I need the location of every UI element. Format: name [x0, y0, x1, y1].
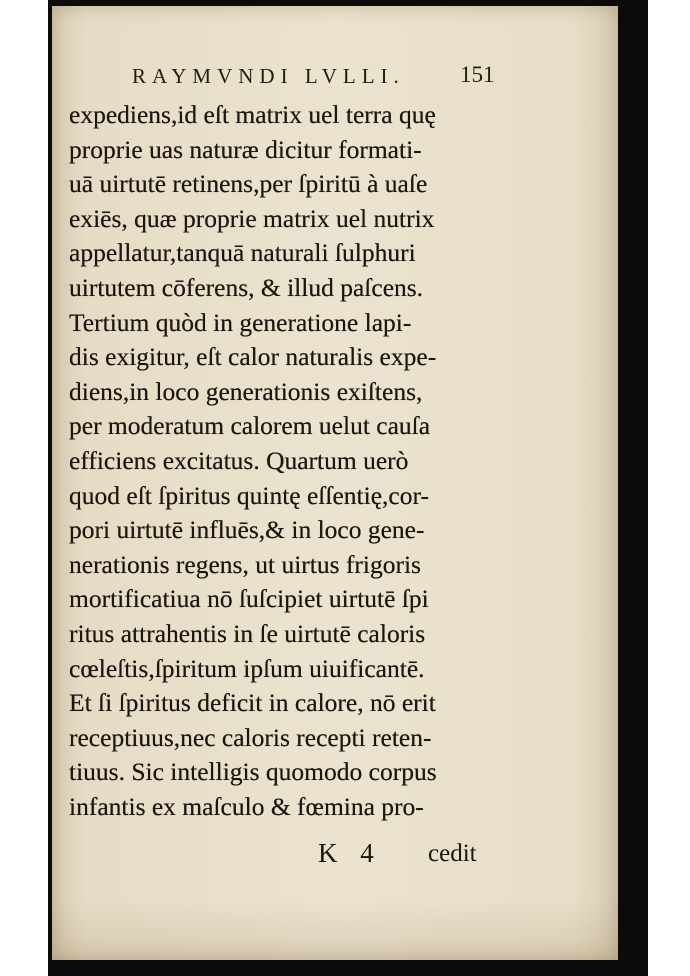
text-line: cœleſtis,ſpiritum ipſum uiuificantē. [69, 653, 425, 683]
text-line: per moderatum calorem uelut cauſa [69, 411, 431, 441]
catchword: cedit [428, 840, 477, 867]
page-number: 151 [460, 62, 495, 87]
text-line: uā uirtutē retinens,per ſpiritū à uaſe [69, 169, 428, 199]
text-line: nerationis regens, ut uirtus frigoris [69, 549, 421, 579]
text-line: quod eſt ſpiritus quintę eſſentię,cor- [69, 480, 429, 510]
text-line: uirtutem cōferens, & illud paſcens. [69, 272, 424, 302]
running-title: RAYMVNDI LVLLI. [132, 64, 405, 88]
signature-mark: K 4 [318, 838, 382, 868]
text-line: dis exigitur, eſt calor naturalis expe- [69, 342, 437, 372]
text-line: receptiuus,nec caloris recepti reten- [69, 722, 432, 752]
text-line: Tertium quòd in generatione lapi- [69, 307, 412, 337]
text-line: infantis ex maſculo & fœmina pro- [69, 791, 424, 821]
text-line: efficiens excitatus. Quartum uerò [69, 445, 409, 475]
text-line: proprie uas naturæ dicitur formati- [69, 134, 422, 164]
page-footer [52, 838, 618, 874]
text-line: mortificatiua nō ſuſcipiet uirtutē ſpi [69, 584, 429, 614]
text-line: pori uirtutē influēs,& in loco gene- [69, 515, 425, 545]
book-page [52, 6, 618, 960]
text-line: Et ſi ſpiritus deficit in calore, nō erit [69, 688, 436, 718]
text-line: expediens,id eſt matrix uel terra quę [69, 100, 436, 129]
body-text [69, 98, 489, 824]
page-header [52, 64, 618, 94]
text-line: ritus attrahentis in ſe uirtutē caloris [69, 618, 426, 648]
text-line: diens,in loco generationis exiſtens, [69, 376, 423, 406]
text-line: exiēs, quæ proprie matrix uel nutrix [69, 203, 435, 233]
text-line: tiuus. Sic intelligis quomodo corpus [69, 757, 437, 787]
text-line: appellatur,tanquā naturali ſulphuri [69, 238, 416, 268]
